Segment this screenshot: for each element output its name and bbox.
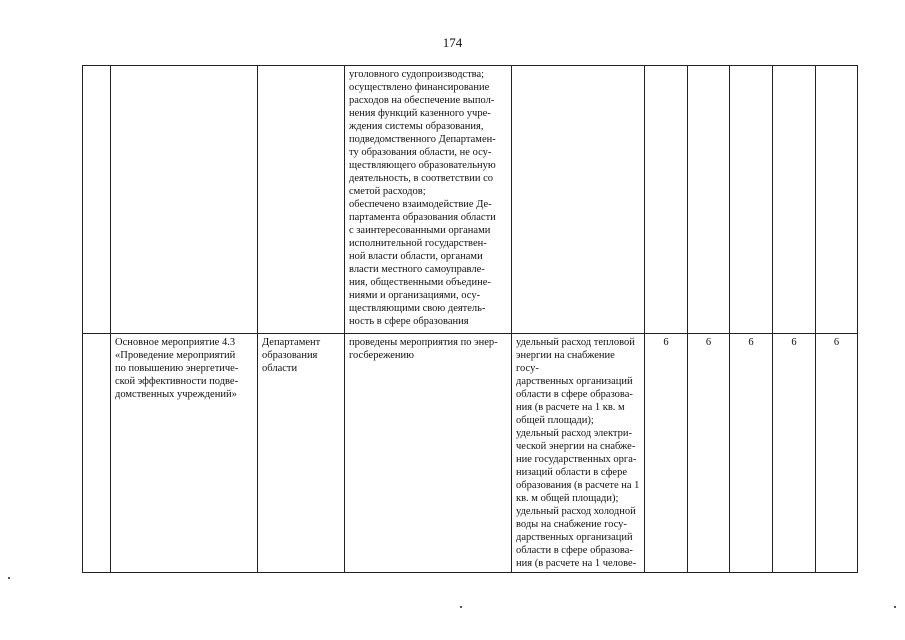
indicator-cell	[512, 334, 645, 573]
scan-speck	[8, 577, 10, 579]
result-text: уголовного судопроизводства; осуществлено финансирование расходов на обеспечение выпол- нения функций казенного учре- ждения системы образования, подведомственного Департамен- ту образования области, не осу- ществляющего образовательную деятельность, в соответствии со сметой расходов; обеспечено взаимодействие Де- партамента образования области с заинтересованными органами исполнительной государствен- ной власти области, органами власти местного самоуправле- ния, общественными объедине- ниями и организациями, осу- ществляющими свою деятель- ность в сфере образования	[349, 69, 496, 327]
executor-text: Департамент образования области	[262, 337, 321, 374]
value-cell	[816, 66, 858, 334]
value-cell: 6	[645, 334, 688, 573]
activity-cell	[111, 66, 258, 334]
value-cell: 6	[688, 334, 730, 573]
indicator-text: удельный расход тепловой энергии на снабжение госу- дарственных организаций области в сфере образова- ния (в расчете на 1 кв. м общей площади); удельный расход электри- ческой энергии на снабже- ние государственных орга- низаций области в сфере образования (в расчете на 1 кв. м общей площади); удельный расход холодной воды на снабжение госу- дарственных организаций области в сфере образова- ния (в расчете на 1 челове-	[516, 337, 640, 569]
executor-cell	[258, 334, 345, 573]
program-activities-table	[82, 65, 858, 573]
executor-cell	[258, 66, 345, 334]
result-cell	[345, 334, 512, 573]
row-number-cell	[83, 334, 111, 573]
value-cell: 6	[730, 334, 773, 573]
page-number: 174	[442, 35, 463, 50]
result-text: проведены мероприятия по энер- госбережению	[349, 337, 498, 361]
row-number-cell	[83, 66, 111, 334]
value-cell	[688, 66, 730, 334]
activity-cell	[111, 334, 258, 573]
value-cell: 6	[816, 334, 858, 573]
value-cell	[773, 66, 816, 334]
scan-speck	[460, 606, 462, 608]
indicator-cell	[512, 66, 645, 334]
table-row	[83, 66, 858, 334]
activity-text: Основное мероприятие 4.3 «Проведение мероприятий по повышению энергетиче- ской эффективности подве- домственных учреждений»	[115, 337, 239, 400]
result-cell	[345, 66, 512, 334]
value-cell	[645, 66, 688, 334]
table-row	[83, 334, 858, 573]
value-cell: 6	[773, 334, 816, 573]
value-cell	[730, 66, 773, 334]
scan-speck	[894, 606, 896, 608]
